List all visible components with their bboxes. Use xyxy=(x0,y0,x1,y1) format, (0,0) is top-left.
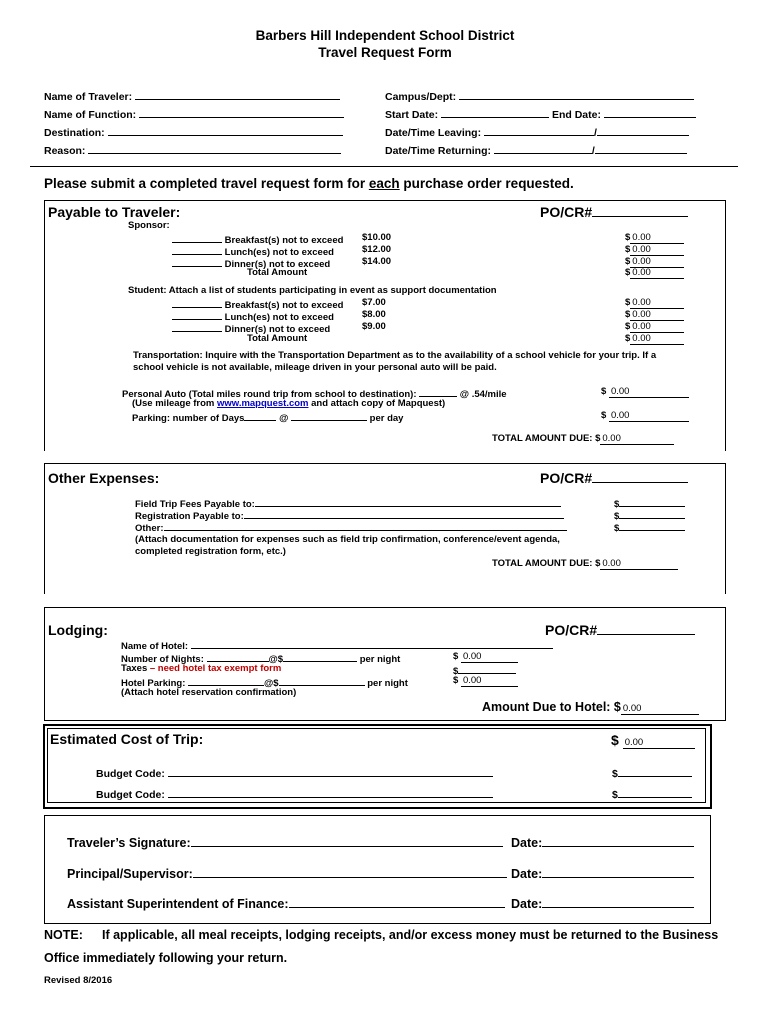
note-line2: Office immediately following your return. xyxy=(44,951,288,965)
sponsor-total-amount[interactable]: $ 0.00 xyxy=(625,267,684,279)
divider xyxy=(30,166,738,167)
other-attach-line1: (Attach documentation for expenses such as field trip confirmation, conference/event agenda, xyxy=(135,534,560,545)
student-label: Student: Attach a list of students participating in event as support documentation xyxy=(128,285,497,296)
sponsor-lunch-rate: $12.00 xyxy=(362,244,392,255)
payable-po-field[interactable]: PO/CR# xyxy=(540,204,688,220)
hotel-name-row[interactable]: Name of Hotel: xyxy=(121,638,553,652)
sponsor-breakfast-row[interactable]: Breakfast(s) not to exceed xyxy=(172,232,343,246)
payable-total-due[interactable]: TOTAL AMOUNT DUE: $ 0.00 xyxy=(492,433,674,445)
student-lunch-amount[interactable]: $ 0.00 xyxy=(625,309,684,321)
submit-notice: Please submit a completed travel request form for each purchase order requested. xyxy=(44,176,574,191)
student-dinner-row[interactable]: Dinner(s) not to exceed xyxy=(172,321,330,335)
student-breakfast-row[interactable]: Breakfast(s) not to exceed xyxy=(172,297,343,311)
nights-row[interactable]: Number of Nights: @$ per night xyxy=(121,651,400,665)
sponsor-dinner-rate: $14.00 xyxy=(362,256,392,267)
taxes-amount[interactable]: $ xyxy=(453,663,516,677)
date-time-leaving-field[interactable]: Date/Time Leaving: / xyxy=(385,125,689,139)
budget-code-amount-1[interactable]: $ xyxy=(612,766,692,780)
sponsor-breakfast-rate: $10.00 xyxy=(362,232,392,243)
reason-field[interactable]: Reason: xyxy=(44,143,341,157)
amount-due-hotel[interactable]: Amount Due to Hotel: $ 0.00 xyxy=(482,700,699,715)
org-name: Barbers Hill Independent School District xyxy=(255,28,515,43)
taxes-row: Taxes – need hotel tax exempt form xyxy=(121,663,282,674)
student-dinner-amount[interactable]: $ 0.00 xyxy=(625,321,684,333)
principal-date-field[interactable]: Date: xyxy=(511,867,694,881)
budget-code-amount-2[interactable]: $ xyxy=(612,787,692,801)
registration-amount[interactable]: $ xyxy=(614,508,685,522)
destination-field[interactable]: Destination: xyxy=(44,125,343,139)
lodging-title: Lodging: xyxy=(48,622,108,638)
asst-super-signature-field[interactable]: Assistant Superintendent of Finance: xyxy=(67,897,505,911)
student-breakfast-amount[interactable]: $ 0.00 xyxy=(625,297,684,309)
estimate-title: Estimated Cost of Trip: xyxy=(50,731,204,747)
other-total-due[interactable]: TOTAL AMOUNT DUE: $ 0.00 xyxy=(492,558,678,570)
estimate-amount[interactable]: $ 0.00 xyxy=(611,732,695,749)
sponsor-label: Sponsor: xyxy=(128,220,170,231)
note-label: NOTE: xyxy=(44,928,83,942)
sponsor-lunch-row[interactable]: Lunch(es) not to exceed xyxy=(172,244,334,258)
payable-title: Payable to Traveler: xyxy=(48,204,181,220)
personal-auto-row[interactable]: Personal Auto (Total miles round trip from school to destination): @ .54/mile xyxy=(122,386,507,400)
student-lunch-rate: $8.00 xyxy=(362,309,386,320)
hotel-parking-row[interactable]: Hotel Parking: @$ per night xyxy=(121,675,408,689)
lodging-attach-note: (Attach hotel reservation confirmation) xyxy=(121,687,297,698)
name-of-function-field[interactable]: Name of Function: xyxy=(44,107,344,121)
lodging-po-field[interactable]: PO/CR# xyxy=(545,622,695,638)
student-total-label: Total Amount xyxy=(247,333,308,344)
student-total-amount[interactable]: $ 0.00 xyxy=(625,333,684,345)
campus-dept-field[interactable]: Campus/Dept: xyxy=(385,89,694,103)
revised-date: Revised 8/2016 xyxy=(44,975,113,986)
other-row[interactable]: Other: xyxy=(135,520,567,534)
other-title: Other Expenses: xyxy=(48,470,160,486)
parking-amount[interactable]: $ 0.00 xyxy=(601,410,689,422)
registration-row[interactable]: Registration Payable to: xyxy=(135,508,564,522)
nights-amount[interactable]: $ 0.00 xyxy=(453,651,518,663)
budget-code-row-1[interactable]: Budget Code: xyxy=(96,766,493,780)
sponsor-dinner-amount[interactable]: $ 0.00 xyxy=(625,256,684,268)
student-breakfast-rate: $7.00 xyxy=(362,297,386,308)
other-po-field[interactable]: PO/CR# xyxy=(540,470,688,486)
traveler-signature-field[interactable]: Traveler’s Signature: xyxy=(67,836,503,850)
form-title: Travel Request Form xyxy=(318,45,452,60)
student-lunch-row[interactable]: Lunch(es) not to exceed xyxy=(172,309,334,323)
other-attach-line2: completed registration form, etc.) xyxy=(135,546,286,557)
principal-signature-field[interactable]: Principal/Supervisor: xyxy=(67,867,507,881)
start-end-date-field[interactable]: Start Date: End Date: xyxy=(385,107,696,121)
note-line1: If applicable, all meal receipts, lodging receipts, and/or excess money must be returned to the Business xyxy=(102,928,719,942)
sponsor-dinner-row[interactable]: Dinner(s) not to exceed xyxy=(172,256,330,270)
sponsor-total-label: Total Amount xyxy=(247,267,308,278)
mapquest-note: (Use mileage from www.mapquest.com and attach copy of Mapquest) xyxy=(132,398,446,409)
field-trip-amount[interactable]: $ xyxy=(614,496,685,510)
other-amount[interactable]: $ xyxy=(614,520,685,534)
hotel-parking-amount[interactable]: $ 0.00 xyxy=(453,675,518,687)
sponsor-breakfast-amount[interactable]: $ 0.00 xyxy=(625,232,684,244)
sponsor-lunch-amount[interactable]: $ 0.00 xyxy=(625,244,684,256)
parking-row[interactable]: Parking: number of Days @ per day xyxy=(132,410,403,424)
transport-line1: Transportation: Inquire with the Transportation Department as to the availability of a school vehicle for your trip. If a xyxy=(133,350,657,361)
field-trip-row[interactable]: Field Trip Fees Payable to: xyxy=(135,496,561,510)
personal-auto-amount[interactable]: $ 0.00 xyxy=(601,386,689,398)
traveler-date-field[interactable]: Date: xyxy=(511,836,694,850)
mapquest-link[interactable]: www.mapquest.com xyxy=(217,398,309,409)
budget-code-row-2[interactable]: Budget Code: xyxy=(96,787,493,801)
name-of-traveler-field[interactable]: Name of Traveler: xyxy=(44,89,340,103)
transport-line2: school vehicle is not available, mileage driven in your personal auto will be paid. xyxy=(133,362,497,373)
date-time-returning-field[interactable]: Date/Time Returning: / xyxy=(385,143,687,157)
student-dinner-rate: $9.00 xyxy=(362,321,386,332)
asst-super-date-field[interactable]: Date: xyxy=(511,897,694,911)
